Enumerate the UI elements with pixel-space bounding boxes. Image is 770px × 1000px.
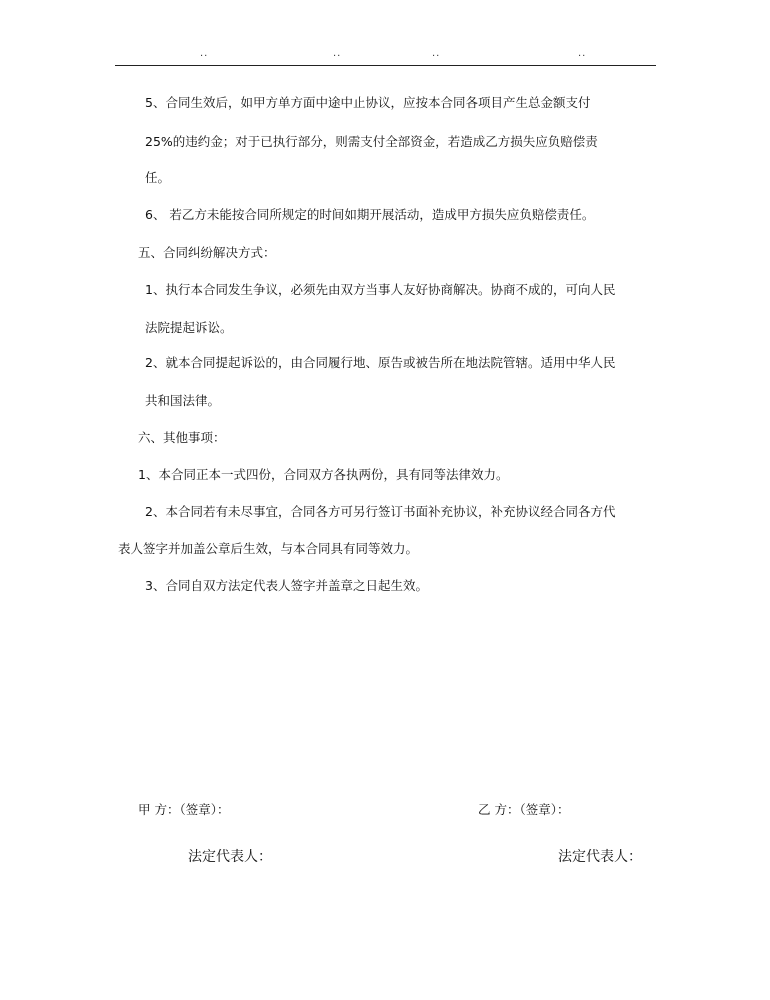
header-dot-2: .. <box>333 48 342 59</box>
header-dot-3: .. <box>432 48 441 59</box>
section-heading: 六、其他事项： <box>138 430 226 445</box>
clause-line: 任。 <box>145 170 171 185</box>
header-dot-1: .. <box>200 48 209 59</box>
clause-line: 25%的违约金；对于已执行部分，则需支付全部资金，若造成乙方损失应负赔偿责 <box>145 134 598 149</box>
clause-line: 6、 若乙方未能按合同所规定的时间如期开展活动，造成甲方损失应负赔偿责任。 <box>145 207 595 222</box>
party-b-signature-label: 乙 方：（签章）： <box>478 802 570 817</box>
page-header-dots <box>0 48 770 60</box>
clause-line: 法院提起诉讼。 <box>145 320 233 335</box>
clause-line: 5、合同生效后，如甲方单方面中途中止协议，应按本合同各项目产生总金额支付 <box>145 95 591 110</box>
clause-line: 表人签字并加盖公章后生效，与本合同具有同等效力。 <box>118 541 419 556</box>
clause-line: 1、执行本合同发生争议，必须先由双方当事人友好协商解决。协商不成的，可向人民 <box>145 282 616 297</box>
party-a-legal-representative: 法定代表人： <box>188 849 272 865</box>
clause-line: 2、就本合同提起诉讼的，由合同履行地、原告或被告所在地法院管辖。适用中华人民 <box>145 355 616 370</box>
party-b-legal-representative: 法定代表人： <box>558 849 642 865</box>
clause-line: 2、本合同若有未尽事宜，合同各方可另行签订书面补充协议，补充协议经合同各方代 <box>145 504 616 519</box>
party-a-signature-label: 甲 方：（签章）： <box>138 802 230 817</box>
clause-line: 1、本合同正本一式四份，合同双方各执两份，具有同等法律效力。 <box>138 467 509 482</box>
header-dot-4: .. <box>578 48 587 59</box>
section-heading: 五、合同纠纷解决方式： <box>138 245 276 260</box>
clause-line: 共和国法律。 <box>145 393 221 408</box>
clause-line: 3、合同自双方法定代表人签字并盖章之日起生效。 <box>145 578 428 593</box>
header-rule <box>115 65 656 66</box>
